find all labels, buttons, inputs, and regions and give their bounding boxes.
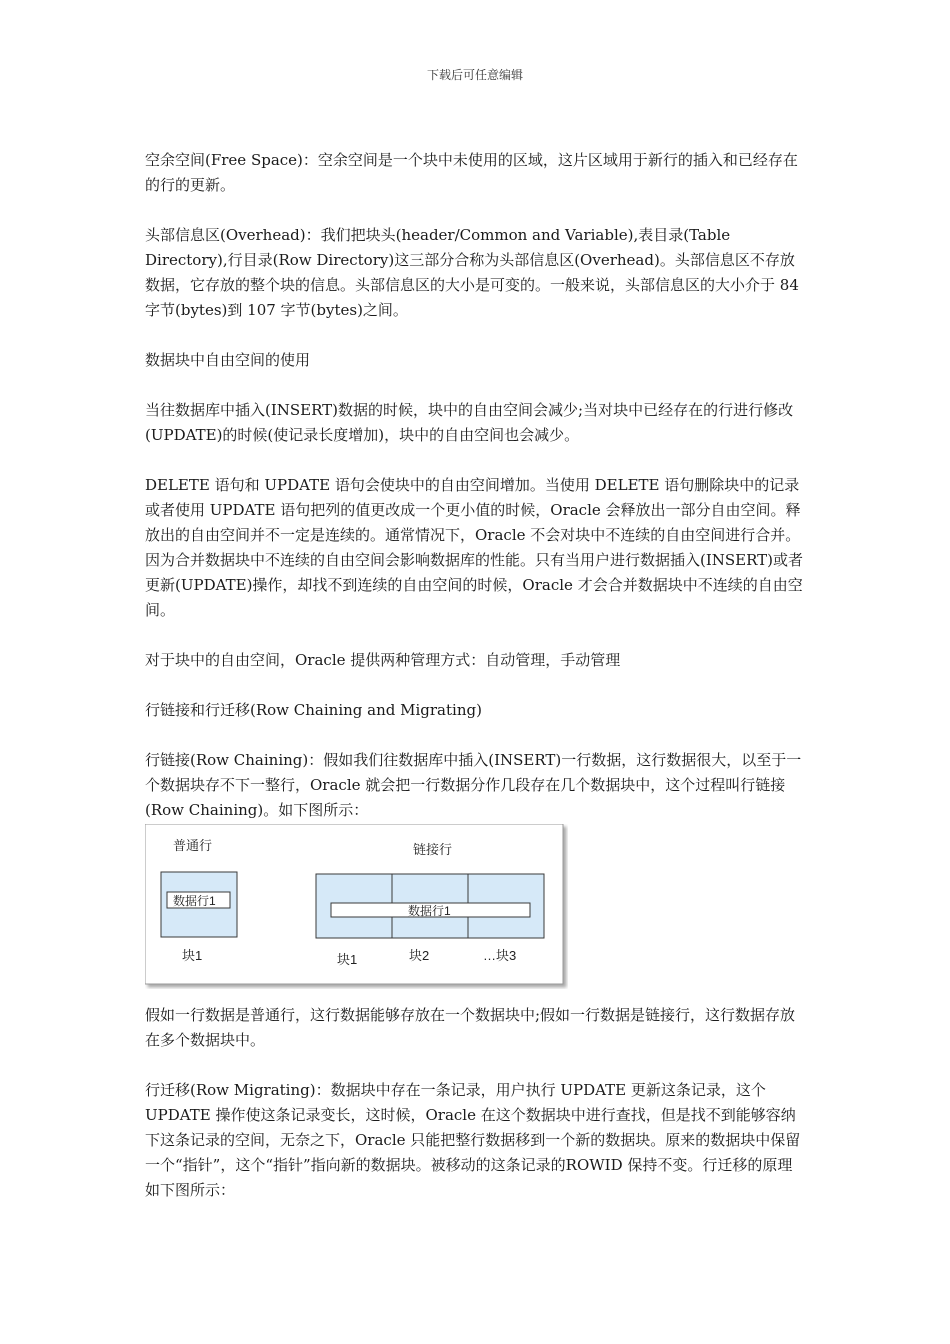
heading-free-space-usage: 数据块中自由空间的使用: [145, 351, 311, 369]
paragraph-row-chaining: 行链接(Row Chaining)：假如我们往数据库中插入(INSERT)一行数据，这行数据很大，以至于一个数据块存不下一整行，Oracle 就会把一行数据分作几段存在几个数据块中，这个过程叫行链接(Row Chaining)。如下图所示：: [145, 751, 802, 819]
normal-row-label: 数据行1: [173, 894, 216, 908]
paragraph-row-migrating: 行迁移(Row Migrating)：数据块中存在一条记录，用户执行 UPDATE 更新这条记录，这个UPDATE 操作使这条记录变长，这时候，Oracle 在这个数据块中进行查找，但是找不到能够容纳下这条记录的空间，无奈之下，Oracle 只能把整行数据移到一个新的数据块。原来的数据块中保留一个“指针”，这个“指针”指向新的数据块。被移动的这条记录的ROWID 保持不变。行迁移的原理如下图所示：: [145, 1081, 801, 1199]
paragraph-insert-update: 当往数据库中插入(INSERT)数据的时候，块中的自由空间会减少;当对块中已经存在的行进行修改(UPDATE)的时候(使记录长度增加)，块中的自由空间也会减少。: [145, 401, 794, 444]
page-header: 下载后可任意编辑: [426, 68, 523, 82]
normal-block-label: 块1: [182, 948, 203, 963]
paragraph-overhead: 头部信息区(Overhead)：我们把块头(header/Common and Variable),表目录(Table Directory),行目录(Row Directory)这三部分合称为头部信息区(Overhead)。头部信息区不存放数据，它存放的整个块的信息。头部信息区的大小是可变的。一般来说，头部信息区的大小介于 84字节(bytes)到 107 字节(bytes)之间。: [145, 226, 799, 319]
row-chaining-diagram: [145, 824, 568, 989]
document-body: [145, 148, 807, 1228]
paragraph-free-space: 空余空间(Free Space)：空余空间是一个块中未使用的区域，这片区域用于新行的插入和已经存在的行的更新。: [145, 151, 798, 194]
normal-row-title: 普通行: [173, 838, 213, 853]
paragraph-delete-update: DELETE 语句和 UPDATE 语句会使块中的自由空间增加。当使用 DELETE 语句删除块中的记录或者使用 UPDATE 语句把列的值更改成一个更小值的时候，Oracle 会释放出一部分自由空间。释放出的自由空间并不一定是连续的。通常情况下，Oracle 不会对块中不连续的自由空间进行合并。因为合并数据块中不连续的自由空间会影响数据库的性能。只有当用户进行数据插入(INSERT)或者更新(UPDATE)操作，却找不到连续的自由空间的时候，Oracle 才会合并数据块中不连续的自由空间。: [145, 476, 804, 619]
chained-block-2-label: 块2: [409, 948, 430, 963]
paragraph-management-modes: 对于块中的自由空间，Oracle 提供两种管理方式：自动管理，手动管理: [145, 651, 621, 669]
heading-row-chaining-migrating: 行链接和行迁移(Row Chaining and Migrating): [145, 701, 482, 719]
paragraph-normal-vs-chained: 假如一行数据是普通行，这行数据能够存放在一个数据块中;假如一行数据是链接行，这行数据存放在多个数据块中。: [145, 1006, 796, 1049]
chained-row-label: 数据行1: [408, 904, 451, 918]
chained-row-title: 链接行: [413, 842, 453, 857]
chained-block-1-label: 块1: [337, 952, 358, 967]
chained-block-3-label: …块3: [483, 948, 517, 963]
